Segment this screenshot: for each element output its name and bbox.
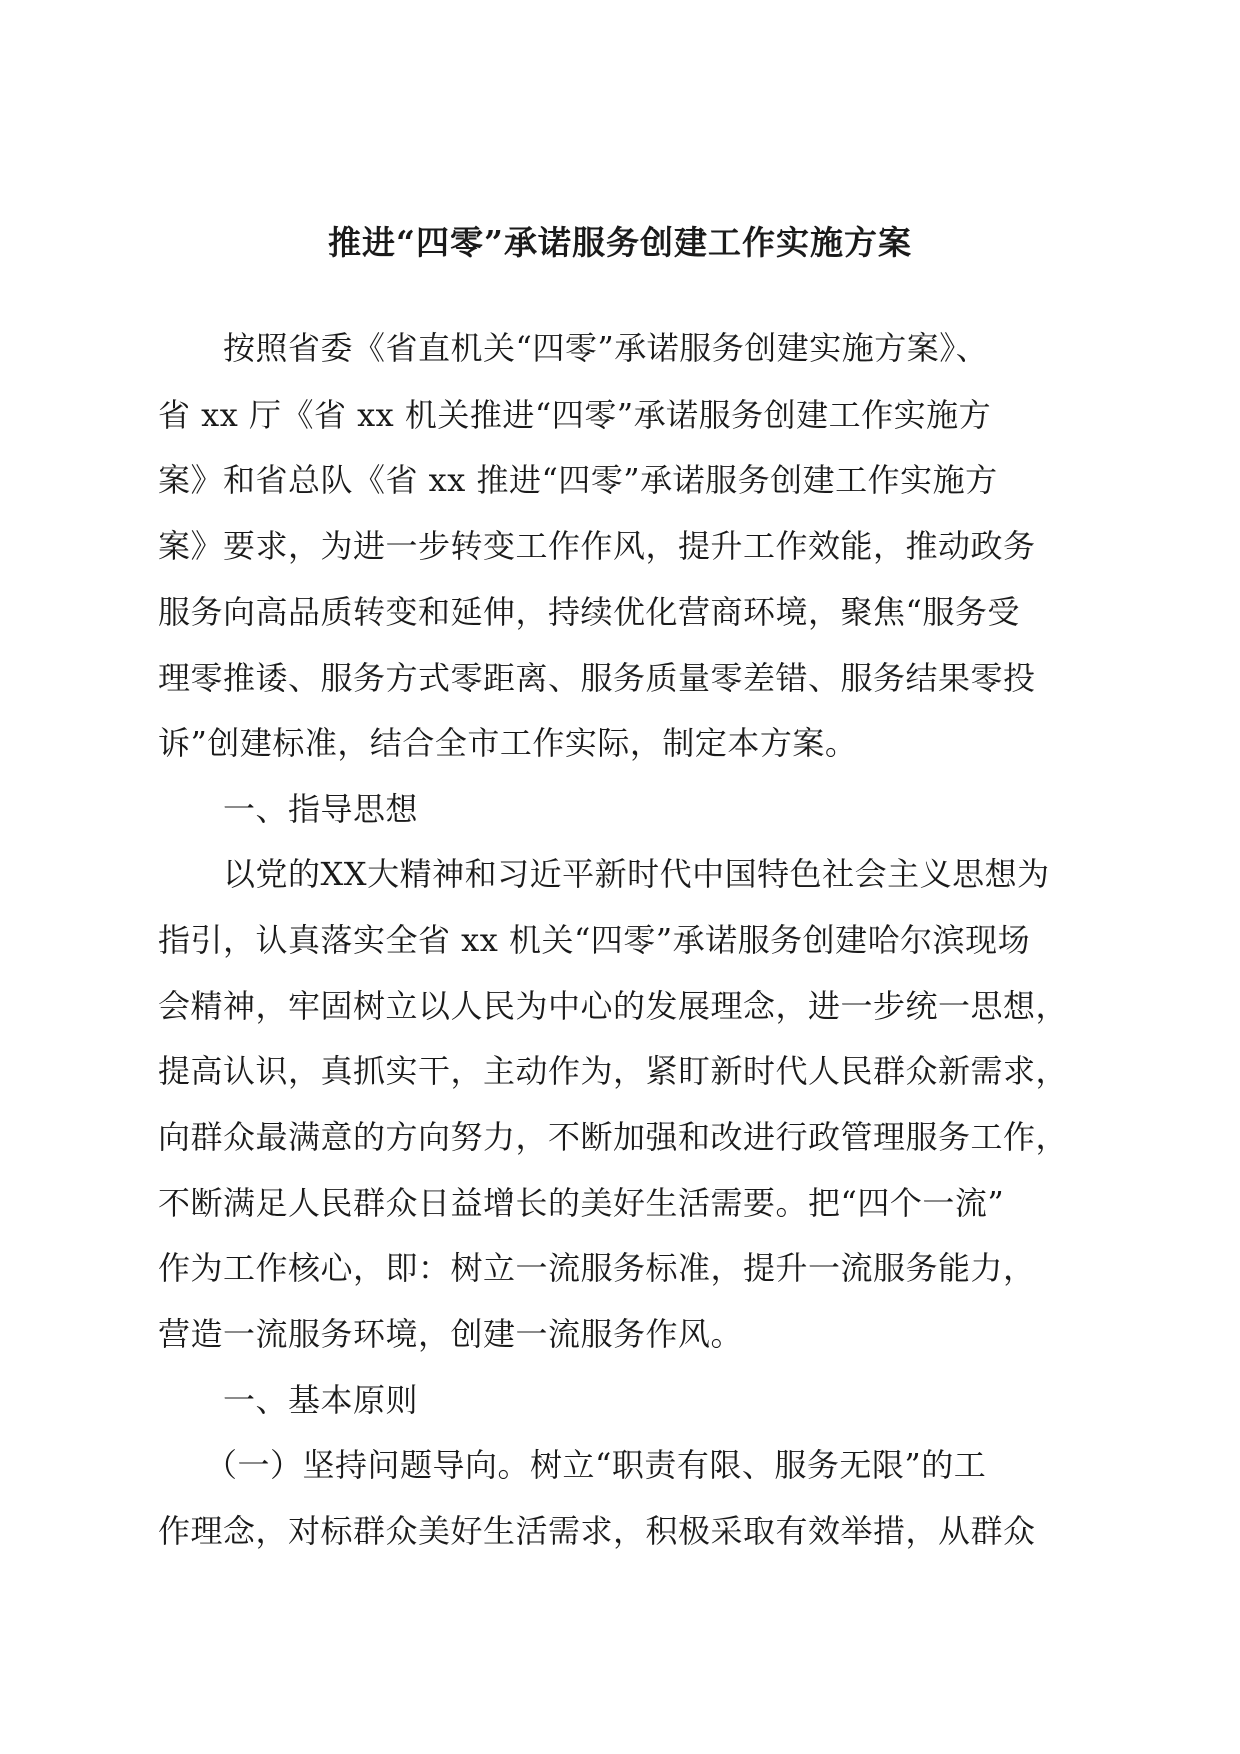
section-heading: 一、指导思想 <box>223 790 419 828</box>
paragraph-line: 会精神，牢固树立以人民为中心的发展理念，进一步统一思想， <box>158 987 1069 1025</box>
paragraph-line: 服务向高品质转变和延伸，持续优化营商环境，聚焦“服务受 <box>158 593 1020 631</box>
paragraph-line: 案》和省总队《省 xx 推进“四零”承诺服务创建工作实施方 <box>158 461 998 499</box>
paragraph-line: 理零推诿、服务方式零距离、服务质量零差错、服务结果零投 <box>158 659 1036 697</box>
paragraph-line: 作为工作核心，即：树立一流服务标准，提升一流服务能力， <box>158 1249 1036 1287</box>
paragraph-line: 向群众最满意的方向努力，不断加强和改进行政管理服务工作， <box>158 1118 1069 1156</box>
section-heading: 一、基本原则 <box>223 1381 419 1419</box>
paragraph-line: 按照省委《省直机关“四零”承诺服务创建实施方案》、 <box>223 329 989 367</box>
paragraph-line: 省 xx 厅《省 xx 机关推进“四零”承诺服务创建工作实施方 <box>158 396 992 434</box>
paragraph-line: 提高认识，真抓实干，主动作为，紧盯新时代人民群众新需求， <box>158 1052 1069 1090</box>
paragraph-line: 案》要求，为进一步转变工作作风，提升工作效能，推动政务 <box>158 527 1036 565</box>
paragraph-line: 指引，认真落实全省 xx 机关“四零”承诺服务创建哈尔滨现场 <box>158 921 1031 959</box>
document-title: 推进“四零”承诺服务创建工作实施方案 <box>328 223 912 262</box>
paragraph-line: 诉”创建标准，结合全市工作实际，制定本方案。 <box>158 724 858 762</box>
paragraph-line: 不断满足人民群众日益增长的美好生活需要。把“四个一流” <box>158 1184 1005 1222</box>
paragraph-line: （一）坚持问题导向。树立“职责有限、服务无限”的工 <box>205 1446 987 1484</box>
paragraph-line: 作理念，对标群众美好生活需求，积极采取有效举措，从群众 <box>158 1512 1036 1550</box>
paragraph-line: 营造一流服务环境，创建一流服务作风。 <box>158 1315 744 1353</box>
paragraph-line: 以党的XX大精神和习近平新时代中国特色社会主义思想为 <box>223 855 1050 893</box>
